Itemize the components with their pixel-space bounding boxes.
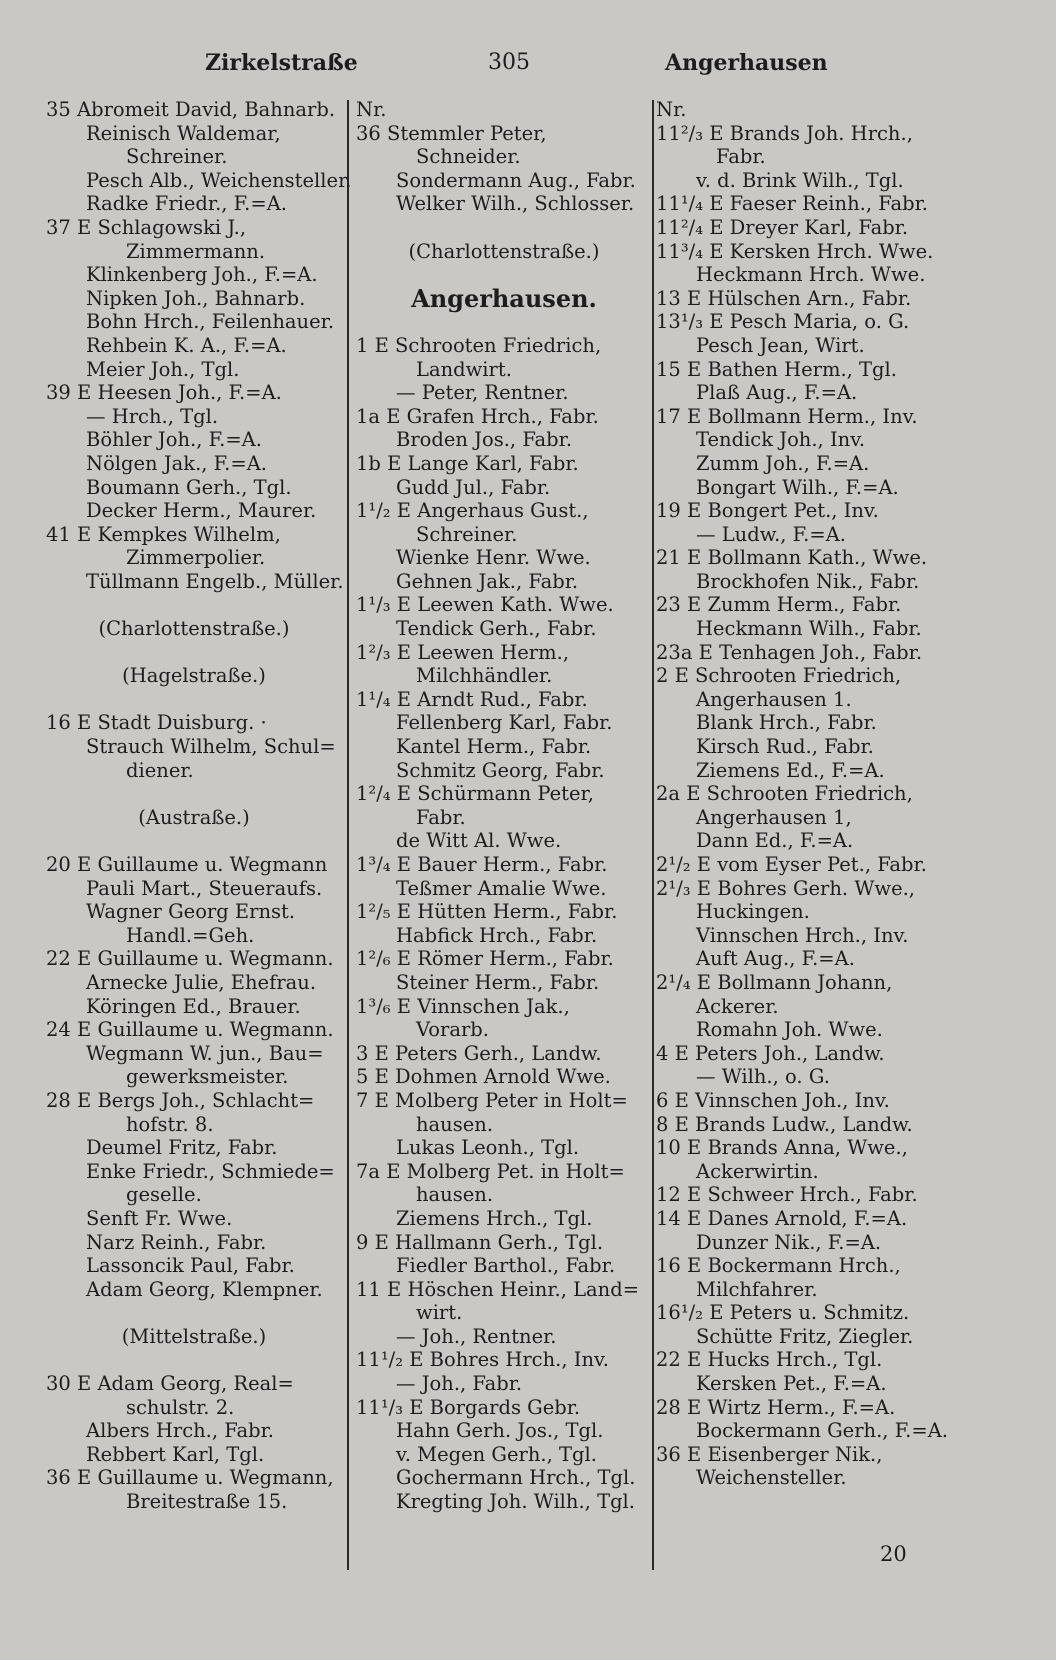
entry-line: Huckingen. <box>696 900 810 924</box>
entry-line: 11¹/₃ E Borgards Gebr. <box>356 1395 581 1419</box>
entry-line: Schütte Fritz, Ziegler. <box>696 1324 914 1348</box>
entry-line: Gudd Jul., Fabr. <box>396 475 551 499</box>
entry-line: v. d. Brink Wilh., Tgl. <box>696 168 904 192</box>
entry-line: 14 E Danes Arnold, F.=A. <box>656 1206 908 1230</box>
entry-line: 28 E Bergs Joh., Schlacht= <box>46 1088 315 1112</box>
spacer <box>356 216 652 240</box>
entry-line: Ziemens Ed., F.=A. <box>696 758 885 782</box>
entry-line: 2¹/₂ E vom Eyser Pet., Fabr. <box>656 853 927 876</box>
entry-line: — Peter, Rentner. <box>396 381 569 405</box>
entry-line: 1a E Grafen Hrch., Fabr. <box>356 404 599 428</box>
entry-line: Reinisch Waldemar, <box>86 121 281 145</box>
entry-line: 35 Abromeit David, Bahnarb. <box>46 98 336 121</box>
entry-line: Rebbert Karl, Tgl. <box>86 1442 265 1466</box>
entry-line: 9 E Hallmann Gerh., Tgl. <box>356 1230 604 1254</box>
page-header <box>0 50 1056 90</box>
spacer <box>46 593 342 617</box>
entry-line: Angerhausen 1. <box>696 687 852 711</box>
entry-line: Hahn Gerh. Jos., Tgl. <box>396 1419 604 1443</box>
entry-line: Fiedler Barthol., Fabr. <box>396 1254 616 1278</box>
entry-line: Narz Reinh., Fabr. <box>86 1230 267 1254</box>
entry-line: Wagner Georg Ernst. <box>86 900 296 924</box>
spacer <box>46 688 342 712</box>
street-heading: (Charlottenstraße.) <box>98 617 290 641</box>
entry-line: 21 E Bollmann Kath., Wwe. <box>656 546 928 570</box>
entry-line: Albers Hrch., Fabr. <box>86 1419 274 1443</box>
entry-line: Gehnen Jak., Fabr. <box>396 569 579 593</box>
entry-line: 2¹/₃ E Bohres Gerh. Wwe., <box>656 876 916 900</box>
entry-line: gewerksmeister. <box>126 1065 289 1089</box>
entry-line: 12 E Schweer Hrch., Fabr. <box>656 1183 918 1207</box>
entry-line: Fabr. <box>716 145 766 169</box>
entry-line: 22 E Guillaume u. Wegmann. <box>46 947 334 971</box>
column-1 <box>46 98 352 1514</box>
column-3 <box>656 98 956 1490</box>
entry-line: Schreiner. <box>416 522 518 546</box>
entry-line: 1b E Lange Karl, Fabr. <box>356 451 579 475</box>
entry-line: Zumm Joh., F.=A. <box>696 451 870 475</box>
entry-line: Brockhofen Nik., Fabr. <box>696 569 920 593</box>
entry-line: Bongart Wilh., F.=A. <box>696 475 899 499</box>
entry-line: Böhler Joh., F.=A. <box>86 428 262 452</box>
entry-line: 2a E Schrooten Friedrich, <box>656 782 913 806</box>
entry-line: 1²/₅ E Hütten Herm., Fabr. <box>356 900 618 924</box>
street-heading: (Austraße.) <box>138 805 250 829</box>
entry-line: 1¹/₄ E Arndt Rud., Fabr. <box>356 687 588 711</box>
entry-line: Zimmerpolier. <box>126 546 266 570</box>
entry-line: — Joh., Rentner. <box>396 1324 557 1348</box>
entry-line: 6 E Vinnschen Joh., Inv. <box>656 1088 890 1112</box>
entry-line: 39 E Heesen Joh., F.=A. <box>46 381 282 405</box>
spacer <box>356 310 652 334</box>
entry-line: Radke Friedr., F.=A. <box>86 192 287 216</box>
entry-line: 1 E Schrooten Friedrich, <box>356 333 602 357</box>
spacer <box>46 1301 342 1325</box>
entry-line: Nr. <box>656 98 687 121</box>
entry-line: 13 E Hülschen Arn., Fabr. <box>656 286 912 310</box>
entry-line: Nipken Joh., Bahnarb. <box>86 286 306 310</box>
spacer <box>46 829 342 853</box>
entry-line: 2 E Schrooten Friedrich, <box>656 664 902 688</box>
entry-line: Angerhausen 1, <box>696 805 852 829</box>
spacer <box>46 1348 342 1372</box>
entry-line: 23 E Zumm Herm., Fabr. <box>656 593 902 617</box>
entry-line: 1³/₆ E Vinnschen Jak., <box>356 994 570 1018</box>
entry-line: 36 E Eisenberger Nik., <box>656 1442 883 1466</box>
entry-line: Boumann Gerh., Tgl. <box>86 475 292 499</box>
entry-line: 5 E Dohmen Arnold Wwe. <box>356 1065 611 1089</box>
entry-line: Auft Aug., F.=A. <box>696 947 855 971</box>
entry-line: wirt. <box>416 1301 463 1325</box>
entry-line: Wienke Henr. Wwe. <box>396 546 591 570</box>
entry-line: Tüllmann Engelb., Müller. <box>86 569 344 593</box>
entry-line: Adam Georg, Klempner. <box>86 1277 323 1301</box>
entry-line: Sondermann Aug., Fabr. <box>396 168 636 192</box>
entry-line: 7 E Molberg Peter in Holt= <box>356 1088 628 1112</box>
entry-line: de Witt Al. Wwe. <box>396 829 562 853</box>
street-heading: (Mittelstraße.) <box>121 1324 267 1348</box>
entry-line: Tendick Gerh., Fabr. <box>396 617 597 641</box>
entry-line: 1¹/₃ E Leewen Kath. Wwe. <box>356 593 614 617</box>
entry-line: 16¹/₂ E Peters u. Schmitz. <box>656 1301 910 1325</box>
entry-line: 2¹/₄ E Bollmann Johann, <box>656 970 893 994</box>
entry-line: Milchhändler. <box>416 664 553 688</box>
entry-line: 13¹/₃ E Pesch Maria, o. G. <box>656 310 910 334</box>
entry-line: Fabr. <box>416 805 466 829</box>
entry-line: Breitestraße 15. <box>126 1490 288 1514</box>
entry-line: Pesch Alb., Weichensteller. <box>86 168 352 192</box>
entry-line: 15 E Bathen Herm., Tgl. <box>656 357 897 381</box>
entry-line: 11¹/₂ E Bohres Hrch., Inv. <box>356 1348 609 1372</box>
entry-line: — Joh., Fabr. <box>396 1372 523 1396</box>
entry-line: Enke Friedr., Schmiede= <box>86 1159 335 1183</box>
entry-line: Schneider. <box>416 145 521 169</box>
entry-line: Steiner Herm., Fabr. <box>396 970 600 994</box>
entry-line: Klinkenberg Joh., F.=A. <box>86 263 318 287</box>
entry-line: 16 E Bockermann Hrch., <box>656 1254 901 1278</box>
entry-line: Rehbein K. A., F.=A. <box>86 333 287 357</box>
entry-line: Schmitz Georg, Fabr. <box>396 758 605 782</box>
entry-line: Habfick Hrch., Fabr. <box>396 923 598 947</box>
column-rule-1 <box>347 100 349 1570</box>
entry-line: Heckmann Hrch. Wwe. <box>696 263 926 287</box>
entry-line: Pauli Mart., Steueraufs. <box>86 876 323 900</box>
entry-line: Weichensteller. <box>696 1466 847 1490</box>
entry-line: Meier Joh., Tgl. <box>86 357 240 381</box>
entry-line: Kersken Pet., F.=A. <box>696 1372 887 1396</box>
header-page-number: 305 <box>488 50 530 75</box>
entry-line: 36 Stemmler Peter, <box>356 121 547 145</box>
entry-line: Dunzer Nik., F.=A. <box>696 1230 882 1254</box>
entry-line: 17 E Bollmann Herm., Inv. <box>656 404 918 428</box>
entry-line: Köringen Ed., Brauer. <box>86 994 301 1018</box>
entry-line: Decker Herm., Maurer. <box>86 499 317 523</box>
entry-line: Schreiner. <box>126 145 228 169</box>
entry-line: Vorarb. <box>416 1018 489 1042</box>
column-rule-2 <box>652 100 654 1570</box>
entry-line: Lassoncik Paul, Fabr. <box>86 1254 295 1278</box>
entry-line: 23a E Tenhagen Joh., Fabr. <box>656 640 923 664</box>
entry-line: Fellenberg Karl, Fabr. <box>396 711 613 735</box>
entry-line: hausen. <box>416 1112 494 1136</box>
entry-line: Heckmann Wilh., Fabr. <box>696 617 922 641</box>
entry-line: 30 E Adam Georg, Real= <box>46 1372 294 1396</box>
entry-line: Zimmermann. <box>126 239 266 263</box>
entry-line: geselle. <box>126 1183 202 1207</box>
column-2 <box>356 98 652 1514</box>
street-heading: (Charlottenstraße.) <box>408 239 600 263</box>
entry-line: — Hrch., Tgl. <box>86 404 219 428</box>
entry-line: Nr. <box>356 98 387 121</box>
footer-page-number: 20 <box>880 1542 907 1566</box>
entry-line: 11³/₄ E Kersken Hrch. Wwe. <box>656 239 934 263</box>
entry-line: — Wilh., o. G. <box>696 1065 830 1089</box>
entry-line: Kregting Joh. Wilh., Tgl. <box>396 1490 635 1514</box>
entry-line: Pesch Jean, Wirt. <box>696 333 865 357</box>
entry-line: 1¹/₂ E Angerhaus Gust., <box>356 499 589 523</box>
entry-line: Strauch Wilhelm, Schul= <box>86 735 336 759</box>
entry-line: 11²/₃ E Brands Joh. Hrch., <box>656 121 913 145</box>
section-title: Angerhausen. <box>411 283 597 313</box>
entry-line: Ackerwirtin. <box>696 1159 819 1183</box>
entry-line: 37 E Schlagowski J., <box>46 215 247 239</box>
entry-line: 22 E Hucks Hrch., Tgl. <box>656 1348 883 1372</box>
entry-line: Teßmer Amalie Wwe. <box>396 876 607 900</box>
entry-line: 4 E Peters Joh., Landw. <box>656 1041 885 1065</box>
entry-line: Romahn Joh. Wwe. <box>696 1018 883 1042</box>
entry-line: schulstr. 2. <box>126 1395 235 1419</box>
entry-line: 3 E Peters Gerh., Landw. <box>356 1041 602 1065</box>
entry-line: Plaß Aug., F.=A. <box>696 381 858 405</box>
entry-line: 7a E Molberg Pet. in Holt= <box>356 1159 625 1183</box>
entry-line: Arnecke Julie, Ehefrau. <box>86 970 317 994</box>
entry-line: Kirsch Rud., Fabr. <box>696 735 874 759</box>
header-street-left: Zirkelstraße <box>205 50 358 76</box>
entry-line: Handl.=Geh. <box>126 923 255 947</box>
entry-line: Welker Wilh., Schlosser. <box>396 192 635 216</box>
entry-line: Ziemens Hrch., Tgl. <box>396 1206 593 1230</box>
entry-line: Bohn Hrch., Feilenhauer. <box>86 310 335 334</box>
entry-line: 36 E Guillaume u. Wegmann, <box>46 1466 334 1490</box>
entry-line: 1³/₄ E Bauer Herm., Fabr. <box>356 853 608 876</box>
entry-line: 8 E Brands Ludw., Landw. <box>656 1112 913 1136</box>
entry-line: v. Megen Gerh., Tgl. <box>396 1442 597 1466</box>
entry-line: 19 E Bongert Pet., Inv. <box>656 499 879 523</box>
entry-line: Vinnschen Hrch., Inv. <box>696 923 909 947</box>
entry-line: — Ludw., F.=A. <box>696 522 846 546</box>
entry-line: Landwirt. <box>416 357 512 381</box>
entry-line: Bockermann Gerh., F.=A. <box>696 1419 949 1443</box>
entry-line: Nölgen Jak., F.=A. <box>86 451 267 475</box>
spacer <box>46 782 342 806</box>
entry-line: 1²/₆ E Römer Herm., Fabr. <box>356 947 614 971</box>
entry-line: Senft Fr. Wwe. <box>86 1206 233 1230</box>
entry-line: Dann Ed., F.=A. <box>696 829 854 853</box>
entry-line: Kantel Herm., Fabr. <box>396 735 592 759</box>
entry-line: Blank Hrch., Fabr. <box>696 711 877 735</box>
entry-line: diener. <box>126 758 194 782</box>
entry-line: 10 E Brands Anna, Wwe., <box>656 1136 908 1160</box>
entry-line: 11¹/₄ E Faeser Reinh., Fabr. <box>656 192 928 216</box>
entry-line: 1²/₃ E Leewen Herm., <box>356 640 570 664</box>
street-heading: (Hagelstraße.) <box>122 664 266 688</box>
entry-line: Ackerer. <box>696 994 779 1018</box>
entry-line: 24 E Guillaume u. Wegmann. <box>46 1018 334 1042</box>
entry-line: 20 E Guillaume u. Wegmann <box>46 853 328 876</box>
entry-line: Gochermann Hrch., Tgl. <box>396 1466 636 1490</box>
entry-line: Lukas Leonh., Tgl. <box>396 1136 580 1160</box>
entry-line: 41 E Kempkes Wilhelm, <box>46 522 281 546</box>
entry-line: 1²/₄ E Schürmann Peter, <box>356 782 594 806</box>
entry-line: Wegmann W. jun., Bau= <box>86 1041 324 1065</box>
entry-line: Broden Jos., Fabr. <box>396 428 573 452</box>
entry-line: hausen. <box>416 1183 494 1207</box>
entry-line: Deumel Fritz, Fabr. <box>86 1136 278 1160</box>
header-street-right: Angerhausen <box>665 50 828 76</box>
entry-line: 16 E Stadt Duisburg. · <box>46 711 267 735</box>
entry-line: 11²/₄ E Dreyer Karl, Fabr. <box>656 215 909 239</box>
entry-line: Milchfahrer. <box>696 1277 818 1301</box>
spacer <box>46 641 342 665</box>
entry-line: 28 E Wirtz Herm., F.=A. <box>656 1395 896 1419</box>
entry-line: 11 E Höschen Heinr., Land= <box>356 1277 640 1301</box>
entry-line: hofstr. 8. <box>126 1112 214 1136</box>
entry-line: Tendick Joh., Inv. <box>696 428 866 452</box>
